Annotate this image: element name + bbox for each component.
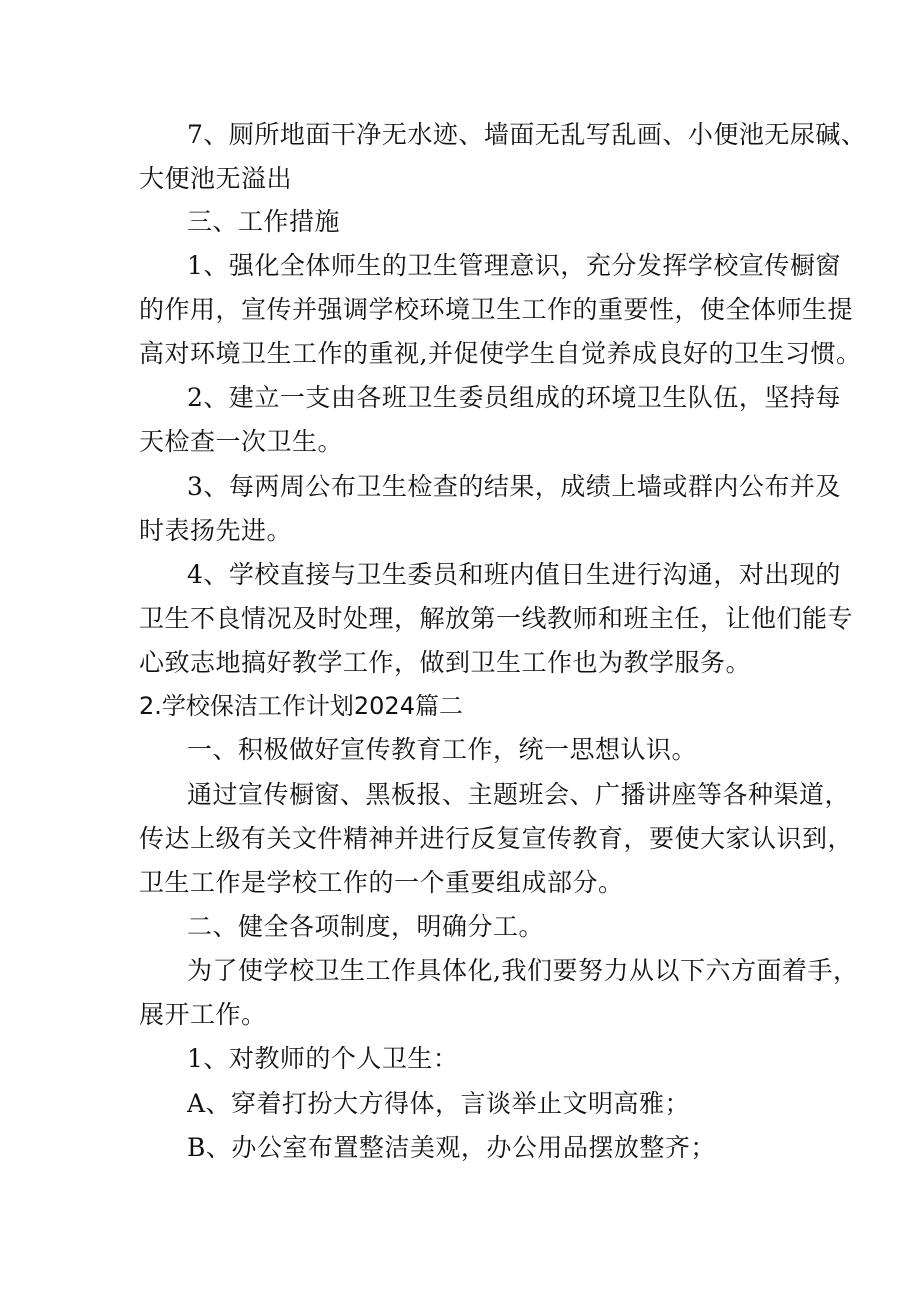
text-line: 的作用，宣传并强调学校环境卫生工作的重要性，使全体师生提 [139,295,854,324]
text-line: 传达上级有关文件精神并进行反复宣传教育，要使大家认识到， [139,824,854,853]
section-heading: 二、健全各项制度，明确分工。 [187,912,545,941]
section-heading: 一、积极做好宣传教育工作，统一思想认识。 [187,735,698,764]
text-line: 时表扬先进。 [139,516,293,545]
text-line: 为了使学校卫生工作具体化,我们要努力从以下六方面着手， [187,956,859,985]
text-line: 大便池无溢出 [139,164,293,193]
text-line: 1、强化全体师生的卫生管理意识，充分发挥学校宣传橱窗 [187,251,841,280]
text-line: 3、每两周公布卫生检查的结果，成绩上墙或群内公布并及 [187,472,841,501]
text-line: 卫生不良情况及时处理，解放第一线教师和班主任，让他们能专 [139,604,854,633]
text-line: 7、厕所地面干净无水迹、墙面无乱写乱画、小便池无尿碱、 [187,120,867,149]
text-line: 展开工作。 [139,1000,267,1029]
text-line: 卫生工作是学校工作的一个重要组成部分。 [139,868,624,897]
section-heading: 三、工作措施 [187,207,341,236]
article-heading: 2.学校保洁工作计划2024篇二 [139,692,463,720]
list-item: B、办公室布置整洁美观，办公用品摆放整齐； [187,1133,716,1162]
text-line: 高对环境卫生工作的重视,并促使学生自觉养成良好的卫生习惯。 [139,339,862,368]
list-item: A、穿着打扮大方得体，言谈举止文明高雅； [187,1089,691,1118]
text-line: 心致志地搞好教学工作，做到卫生工作也为教学服务。 [139,648,752,677]
text-line: 2、建立一支由各班卫生委员组成的环境卫生队伍，坚持每 [187,383,841,412]
text-line: 4、学校直接与卫生委员和班内值日生进行沟通，对出现的 [187,560,841,589]
text-line: 通过宣传橱窗、黑板报、主题班会、广播讲座等各种渠道， [187,780,851,809]
text-line: 天检查一次卫生。 [139,427,344,456]
list-item-heading: 1、对教师的个人卫生： [187,1044,459,1073]
